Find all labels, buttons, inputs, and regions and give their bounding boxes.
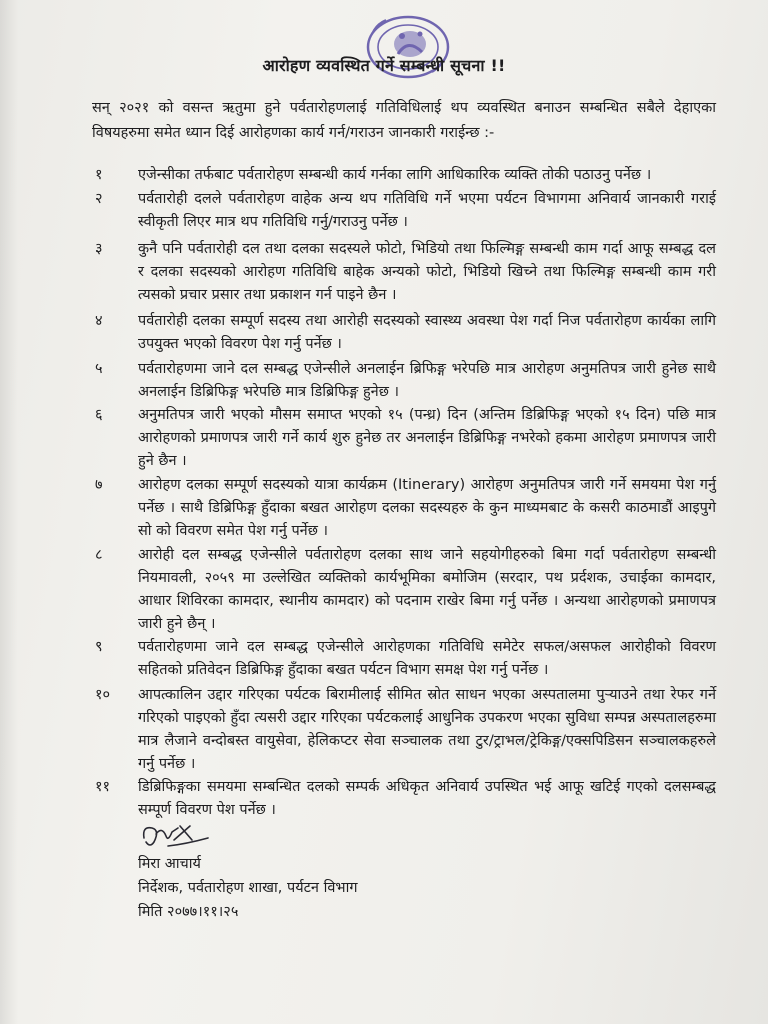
item-number: १: [95, 167, 103, 183]
signature-icon: [138, 818, 218, 854]
signatory-block: [138, 852, 358, 924]
item-text: पर्वतारोहणमा जाने दल सम्बद्ध एजेन्सीले अनलाईन ब्रिफिङ्ग भरेपछि मात्र आरोहण अनुमतिपत्र जारी हुनेछ साथै अनलाईन डिब्रिफिङ्ग भरेपछि मात्र डिब्रिफिङ्ग हुनेछ ।: [138, 361, 716, 400]
item-text: पर्वतारोही दलले पर्वतारोहण वाहेक अन्य थप गतिविधि गर्ने भएमा पर्यटन विभागमा अनिवार्य जानकारी गराई स्वीकृती लिएर मात्र थप गतिविधि गर्नु/गराउनु पर्नेछ ।: [138, 191, 716, 230]
item-number: २: [95, 191, 103, 207]
item-number: ७: [95, 477, 103, 493]
notice-intro: सन् २०२१ को वसन्त ऋतुमा हुने पर्वतारोहणलाई गतिविधिलाई थप व्यवस्थित बनाउन सम्बन्धित सबैले देहाएका विषयहरुमा समेत ध्यान दिई आरोहणका कार्य गर्न/गराउन जानकारी गराईन्छ :-: [92, 100, 716, 141]
item-text: डिब्रिफिङ्गका समयमा सम्बन्धित दलको सम्पर्क अधिकृत अनिवार्य उपस्थित भई आफू खटिई गएको दलसम्बद्ध सम्पूर्ण विवरण पेश पर्नेछ ।: [138, 779, 716, 818]
item-number: ४: [95, 313, 103, 329]
item-number: ६: [95, 407, 103, 423]
item-text: आपत्कालिन उद्दार गरिएका पर्यटक बिरामीलाई सीमित स्रोत साधन भएका अस्पतालमा पुऱ्याउने तथा रेफर गर्ने गरिएको पाइएको हुँदा त्यसरी उद्दार गरिएका पर्यटकलाई आधुनिक उपकरण भएका सुविधा सम्पन्न अस्पतालहरुमा मात्र लैजाने वन्दोबस्त वायुसेवा, हेलिकप्टर सेवा सञ्चालक तथा टुर/ट्राभल/ट्रेकिङ्ग/एक्सपिडिसन सञ्चालकहरुले गर्नु पर्नेछ ।: [138, 687, 716, 772]
item-text: आरोहण दलका सम्पूर्ण सदस्यको यात्रा कार्यक्रम (Itinerary) आरोहण अनुमतिपत्र जारी गर्ने समयमा पेश गर्नु पर्नेछ । साथै डिब्रिफिङ्ग हुँदाका बखत आरोहण दलका सदस्यहरु के कुन माध्यमबाट के कसरी काठमाडौं आइपुगे सो को विवरण समेत पेश गर्नु पर्नेछ ।: [138, 477, 716, 539]
item-number: ३: [95, 241, 103, 257]
item-text: पर्वतारोही दलका सम्पूर्ण सदस्य तथा आरोही सदस्यको स्वास्थ्य अवस्था पेश गर्दा निज पर्वतारोहण कार्यका लागि उपयुक्त भएको विवरण पेश गर्नु पर्नेछ ।: [138, 313, 716, 352]
page-shadow: [0, 0, 18, 1024]
item-number: ९: [95, 639, 103, 655]
item-text: पर्वतारोहणमा जाने दल सम्बद्ध एजेन्सीले आरोहणका गतिविधि समेटेर सफल/असफल आरोहीको विवरण सहितको प्रतिवेदन डिब्रिफिङ्ग हुँदाका बखत पर्यटन विभाग समक्ष पेश गर्नु पर्नेछ ।: [138, 639, 716, 678]
item-text: अनुमतिपत्र जारी भएको मौसम समाप्त भएको १५ (पन्ध्र) दिन (अन्तिम डिब्रिफिङ्ग भएको १५ दिन) पछि मात्र आरोहणको प्रमाणपत्र जारी गर्ने कार्य शुरु हुनेछ तर अनलाईन डिब्रिफिङ्ग नभरेको हकमा आरोहण प्रमाणपत्र जारी हुने छैन ।: [138, 407, 716, 469]
item-number: ११: [95, 779, 111, 795]
notice-title: आरोहण व्यवस्थित गर्ने सम्बन्धी सूचना !!: [262, 56, 506, 75]
signatory-name: मिरा आचार्य: [138, 856, 201, 872]
item-number: ८: [95, 547, 103, 563]
item-number: ५: [95, 361, 103, 377]
notice-date: मिति २०७७।११।२५: [138, 904, 239, 920]
signatory-designation: निर्देशक, पर्वतारोहण शाखा, पर्यटन विभाग: [138, 880, 358, 896]
item-text: एजेन्सीका तर्फबाट पर्वतारोहण सम्बन्धी कार्य गर्नका लागि आधिकारिक व्यक्ति तोकी पठाउनु पर्नेछ ।: [138, 167, 652, 183]
item-text: आरोही दल सम्बद्ध एजेन्सीले पर्वतारोहण दलका साथ जाने सहयोगीहरुको बिमा गर्दा पर्वतारोहण सम्बन्धी नियमावली, २०५९ मा उल्लेखित व्यक्तिको कार्यभूमिका बमोजिम (सरदार, पथ प्रर्दशक, उचाईका कामदार, आधार शिविरका कामदार, स्थानीय कामदार) को पदनाम राखेर बिमा गर्नु पर्नेछ । अन्यथा आरोहणको प्रमाणपत्र जारी हुने छैन् ।: [138, 547, 716, 632]
item-number: १०: [95, 687, 111, 703]
item-text: कुनै पनि पर्वतारोही दल तथा दलका सदस्यले फोटो, भिडियो तथा फिल्मिङ्ग सम्बन्धी काम गर्दा आफू सम्बद्ध दल र दलका सदस्यको आरोहण गतिविधि बाहेक अन्यको फोटो, भिडियो खिच्ने तथा फिल्मिङ्ग सम्बन्धी काम गरी त्यसको प्रचार प्रसार तथा प्रकाशन गर्न पाइने छैन ।: [138, 241, 716, 303]
